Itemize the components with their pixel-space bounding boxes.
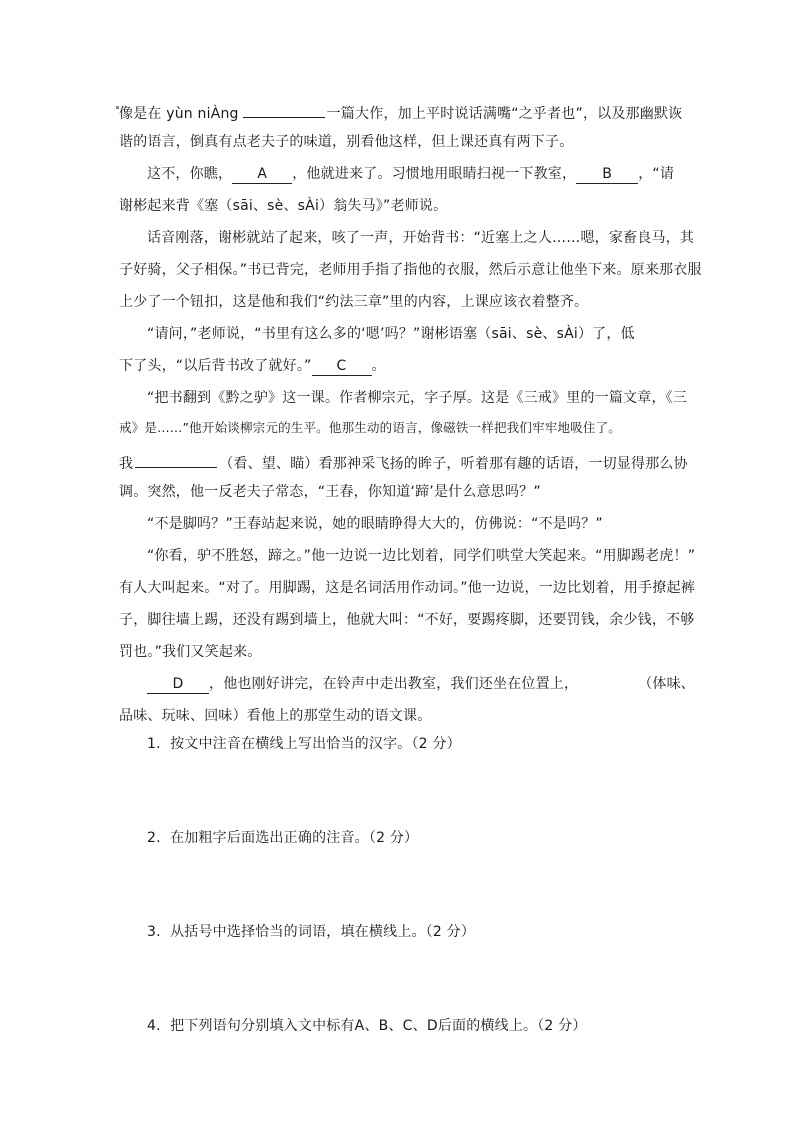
passage-line: 下了头，“以后背书改了就好。” C 。 bbox=[119, 358, 386, 374]
blank-line[interactable] bbox=[135, 450, 217, 468]
passage-line: 罚也。”我们又笑起来。 bbox=[119, 644, 262, 660]
passage-line: “不是脚吗？”王春站起来说，她的眼睛睁得大大的，仿佛说：“不是吗？” bbox=[147, 516, 603, 532]
passage-line: “请问，”老师说，“书里有这么多的‘嗯’吗？”谢彬语塞（sāi、sè、sÀi）了，低 bbox=[147, 326, 635, 342]
question-2: 2. 在加粗字后面选出正确的注音。（2 分） bbox=[147, 830, 419, 846]
passage-line: 戒》是……”他开始谈柳宗元的生平。他那生动的语言，像磁铁一样把我们牢牢地吸住了。 bbox=[119, 420, 621, 435]
passage-line: “你看，驴不胜怒，蹄之。”他一边说一边比划着，同学们哄堂大笑起来。“用脚踢老虎！” bbox=[147, 548, 696, 564]
blank-a[interactable]: A bbox=[232, 166, 292, 184]
passage-line: 子好骑，父子相保。”书已背完，老师用手指了指他的衣服，然后示意让他坐下来。原来那衣服 bbox=[119, 262, 702, 278]
blank-b[interactable]: B bbox=[576, 166, 638, 184]
blank-d[interactable]: D bbox=[147, 676, 209, 694]
passage-line: 上少了一个钮扣，这是他和我们“约法三章”里的内容，上课应该衣着整齐。 bbox=[119, 294, 589, 310]
passage-line: 谢彬起来背《塞（sāi、sè、sÀi）翁失马》”老师说。 bbox=[119, 198, 448, 214]
blank-c[interactable]: C bbox=[312, 358, 372, 376]
question-3: 3. 从括号中选择恰当的词语，填在横线上。（2 分） bbox=[147, 924, 476, 940]
blank-line[interactable] bbox=[243, 100, 325, 118]
passage-line: 谐的语言，倒真有点老夫子的味道，别看他这样，但上课还真有两下子。 bbox=[119, 134, 574, 150]
passage-line: 话音刚落，谢彬就站了起来，咳了一声，开始背书：“近塞上之人……嗯，家畜良马，其 bbox=[147, 230, 695, 246]
question-4: 4. 把下列语句分别填入文中标有A、B、C、D后面的横线上。（2 分） bbox=[147, 1018, 587, 1034]
question-1: 1. 按文中注音在横线上写出恰当的汉字。（2 分） bbox=[147, 736, 461, 752]
passage-line: “把书翻到《黔之驴》这一课。作者柳宗元，字子厚。这是《三戒》里的一篇文章，《三 bbox=[147, 390, 688, 406]
passage-line: 像是在 yùn niÀng 一篇大作，加上平时说话满嘴“之乎者也”，以及那幽默诙 bbox=[119, 100, 682, 124]
passage-line: 子，脚往墙上踢，还没有踢到墙上，他就大叫：“不好，要踢疼脚，还要罚钱，余少钱，不够 bbox=[119, 612, 695, 628]
passage-line: 有人大叫起来。“对了。用脚踢，这是名词活用作动词。”他一边说，一边比划着，用手撩起裤 bbox=[119, 580, 695, 596]
passage-line: 我 （看、望、瞄）看那神采飞扬的眸子，听着那有趣的话语，一切显得那么协 bbox=[119, 450, 688, 474]
passage-line: 这不，你瞧， A ，他就进来了。习惯地用眼睛扫视一下教室， B ，“请 bbox=[147, 166, 675, 182]
passage-line: 调。突然，他一反老夫子常态，“王春，你知道‘蹄’是什么意思吗？” bbox=[119, 484, 541, 500]
passage-line: D ，他也刚好讲完，在铃声中走出教室，我们还坐在位置上， （体味、 bbox=[147, 674, 695, 694]
passage-line: 品味、玩味、回味）看他上的那堂生动的语文课。 bbox=[119, 708, 432, 724]
